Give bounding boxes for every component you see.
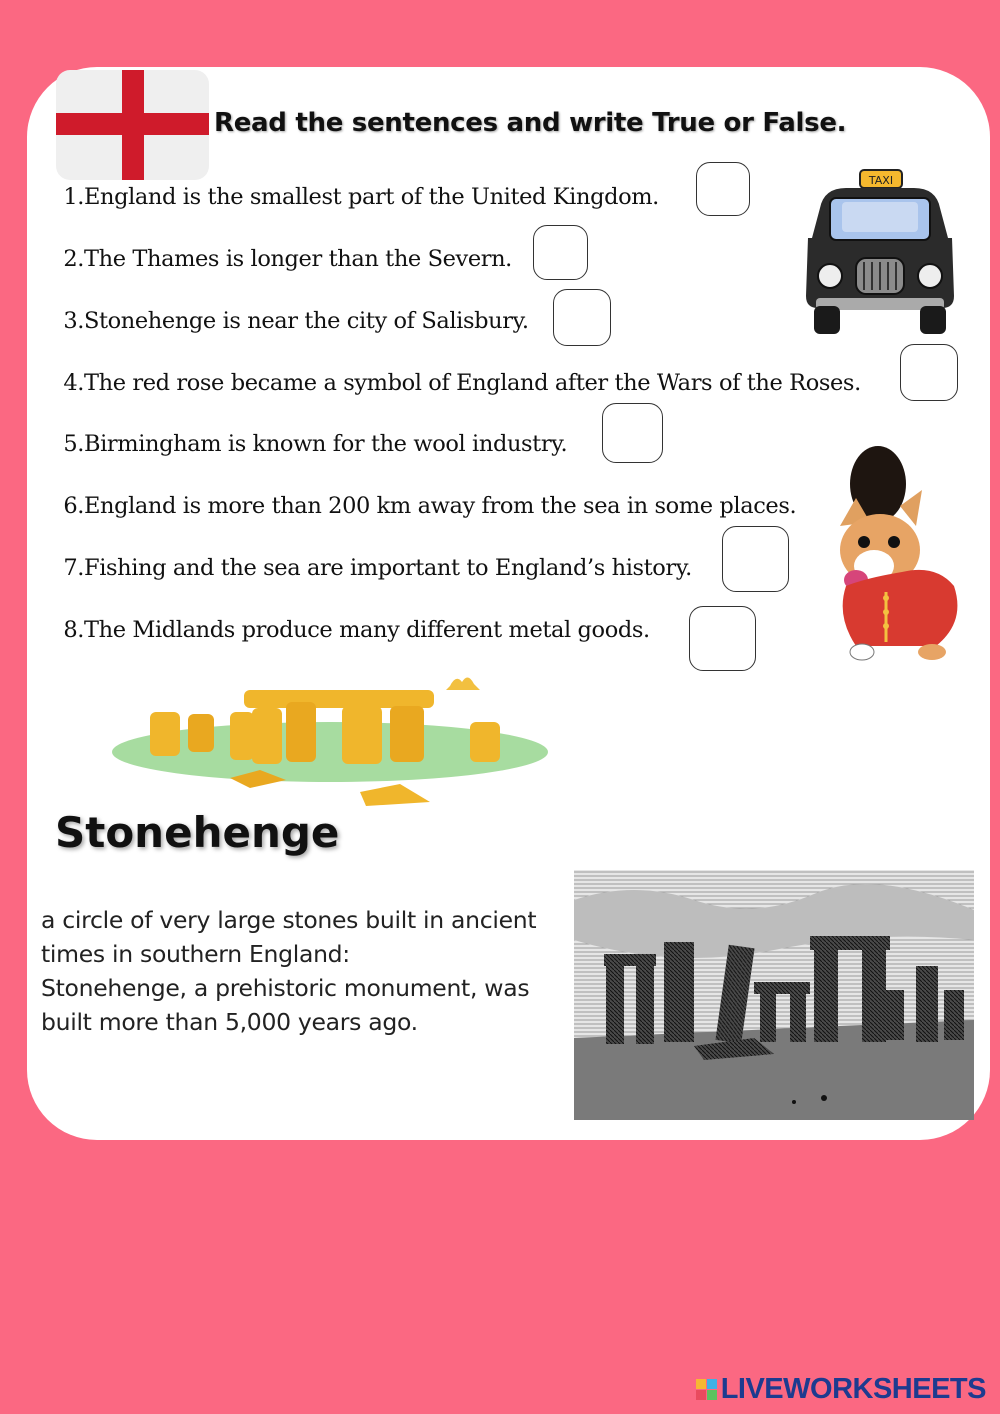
stonehenge-description: a circle of very large stones built in ancient times in southern England: Stonehenge, a prehistoric monument, was built more than 5,000 years ago. xyxy=(41,906,537,1036)
question-2: 2.The Thames is longer than the Severn. xyxy=(63,246,512,272)
answer-box-7[interactable] xyxy=(722,526,789,592)
question-7: 7.Fishing and the sea are important to England’s history. xyxy=(63,555,692,581)
question-3: 3.Stonehenge is near the city of Salisbury. xyxy=(63,308,529,334)
question-1: 1.England is the smallest part of the United Kingdom. xyxy=(63,184,659,210)
question-5: 5.Birmingham is known for the wool industry. xyxy=(63,431,568,457)
answer-box-4[interactable] xyxy=(900,344,958,401)
section-title: Stonehenge xyxy=(55,808,340,857)
question-6: 6.England is more than 200 km away from the sea in some places. xyxy=(63,493,797,519)
answer-box-8[interactable] xyxy=(689,606,756,671)
stonehenge-illustration xyxy=(110,672,550,812)
stonehenge-engraving xyxy=(574,870,974,1120)
logo-mark-icon xyxy=(696,1379,717,1400)
answer-box-5[interactable] xyxy=(602,403,663,463)
question-8: 8.The Midlands produce many different metal goods. xyxy=(63,617,650,643)
england-flag-icon xyxy=(56,70,209,180)
answer-box-3[interactable] xyxy=(553,289,611,346)
answer-box-2[interactable] xyxy=(533,225,588,280)
answer-box-1[interactable] xyxy=(696,162,750,216)
instructions-heading: Read the sentences and write True or False. xyxy=(214,108,847,138)
corgi-guard-icon xyxy=(836,446,966,662)
logo-text: LIVEWORKSHEETS xyxy=(720,1372,986,1405)
question-4: 4.The red rose became a symbol of England after the Wars of the Roses. xyxy=(63,370,861,396)
taxi-icon xyxy=(802,168,958,336)
taxi-sign-text: TAXI xyxy=(868,174,894,187)
liveworksheets-logo xyxy=(696,1372,986,1406)
